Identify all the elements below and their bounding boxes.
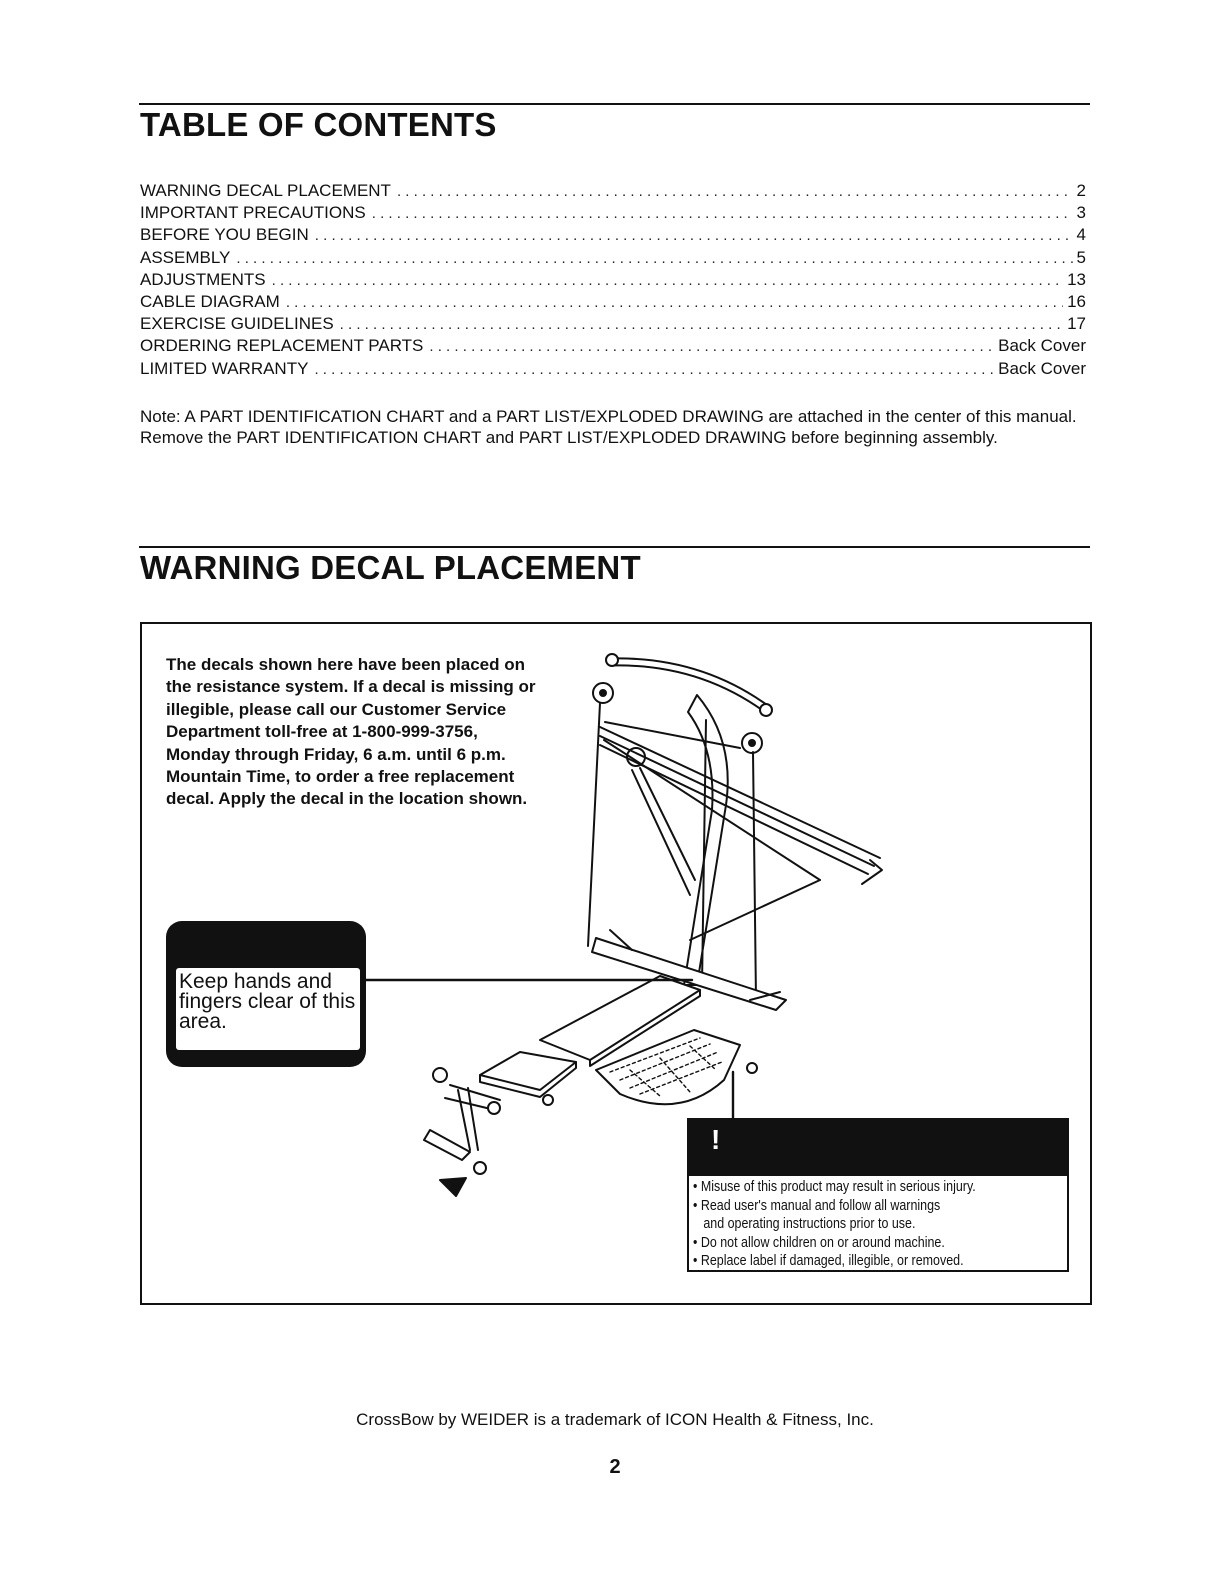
toc-heading: TABLE OF CONTENTS bbox=[140, 106, 497, 143]
toc-entry[interactable] bbox=[140, 291, 1086, 313]
toc-entry[interactable] bbox=[140, 202, 1086, 224]
misuse-warning-decal bbox=[687, 1118, 1069, 1272]
toc-entry-page: Back Cover bbox=[998, 358, 1086, 378]
toc-entry-page: Back Cover bbox=[998, 336, 1086, 356]
decal-warning-item: and operating instructions prior to use. bbox=[703, 1216, 916, 1233]
toc-entry-title: ORDERING REPLACEMENT PARTS bbox=[140, 336, 424, 356]
toc-top-rule bbox=[139, 103, 1090, 105]
toc-entry-page: 2 bbox=[1076, 181, 1086, 200]
toc-leader-dots bbox=[397, 181, 1073, 202]
toc-entry-page: 17 bbox=[1067, 314, 1086, 334]
toc-entry[interactable] bbox=[140, 269, 1086, 291]
toc-leader-dots bbox=[286, 292, 1063, 313]
toc-entry-title: ASSEMBLY bbox=[140, 247, 231, 267]
warning-instructions: The decals shown here have been placed on the resistance system. If a decal is missing or illegible, please call our Customer Service Department toll-free at 1-800-999-3756, Monday through Friday, 6 a.m. until 6 p.m. Mountain Time, to order a free replacement decal. Apply the decal in the location shown. bbox=[166, 655, 536, 809]
hands-clear-text: Keep hands and fingers clear of this area. bbox=[179, 970, 356, 1033]
toc-entry[interactable] bbox=[140, 224, 1086, 246]
warning-top-rule bbox=[139, 546, 1090, 548]
toc-entry-title: ADJUSTMENTS bbox=[140, 269, 266, 289]
machine-illustration bbox=[360, 640, 920, 1200]
exclamation-icon: ! bbox=[711, 1124, 721, 1155]
toc-entry-page: 13 bbox=[1067, 269, 1086, 289]
decal-warning-item: • Misuse of this product may result in serious injury. bbox=[693, 1179, 976, 1195]
toc-leader-dots bbox=[315, 225, 1073, 246]
toc-leader-dots bbox=[272, 270, 1063, 291]
decal-text-area bbox=[176, 968, 360, 1050]
decal-warning-item: • Replace label if damaged, illegible, or removed. bbox=[693, 1253, 964, 1270]
toc-entry-title: BEFORE YOU BEGIN bbox=[140, 225, 309, 245]
toc-entry-page: 5 bbox=[1076, 247, 1086, 267]
toc-entry[interactable] bbox=[140, 335, 1086, 357]
toc-entry-title: WARNING DECAL PLACEMENT bbox=[140, 181, 391, 200]
decal-warning-item: • Do not allow children on or around machine. bbox=[693, 1234, 945, 1251]
toc-entry-title: LIMITED WARRANTY bbox=[140, 358, 309, 378]
toc-leader-dots bbox=[429, 336, 994, 357]
decal-dark-banner bbox=[166, 921, 366, 967]
toc-entry-page: 16 bbox=[1067, 291, 1086, 311]
toc-entry-title: EXERCISE GUIDELINES bbox=[140, 314, 334, 334]
decal-dark-banner bbox=[689, 1120, 1067, 1176]
decal-warning-item: • Read user's manual and follow all warnings bbox=[693, 1197, 941, 1214]
toc-entry-page: 3 bbox=[1076, 203, 1086, 223]
hands-clear-decal bbox=[166, 921, 366, 1067]
toc-leader-dots bbox=[236, 248, 1072, 269]
toc-entry-title: IMPORTANT PRECAUTIONS bbox=[140, 203, 366, 223]
toc-list bbox=[140, 180, 1086, 380]
toc-leader-dots bbox=[314, 359, 994, 380]
page-number: 2 bbox=[609, 1456, 621, 1478]
trademark-notice: CrossBow by WEIDER is a trademark of ICON Health & Fitness, Inc. bbox=[356, 1410, 874, 1429]
toc-note: Note: A PART IDENTIFICATION CHART and a PART LIST/EXPLODED DRAWING are attached in the center of this manual. Remove the PART IDENTIFICATION CHART and PART LIST/EXPLODED DRAWING before beginning assembly. bbox=[140, 407, 1077, 447]
toc-leader-dots bbox=[340, 314, 1063, 335]
toc-entry[interactable] bbox=[140, 247, 1086, 269]
decal-warning-list bbox=[693, 1178, 1022, 1271]
toc-entry-title: CABLE DIAGRAM bbox=[140, 291, 280, 311]
toc-entry-page: 4 bbox=[1076, 225, 1086, 245]
warning-heading: WARNING DECAL PLACEMENT bbox=[140, 549, 641, 586]
toc-leader-dots bbox=[372, 203, 1073, 224]
toc-entry[interactable] bbox=[140, 313, 1086, 335]
toc-entry[interactable] bbox=[140, 358, 1086, 380]
toc-entry[interactable] bbox=[140, 180, 1086, 202]
